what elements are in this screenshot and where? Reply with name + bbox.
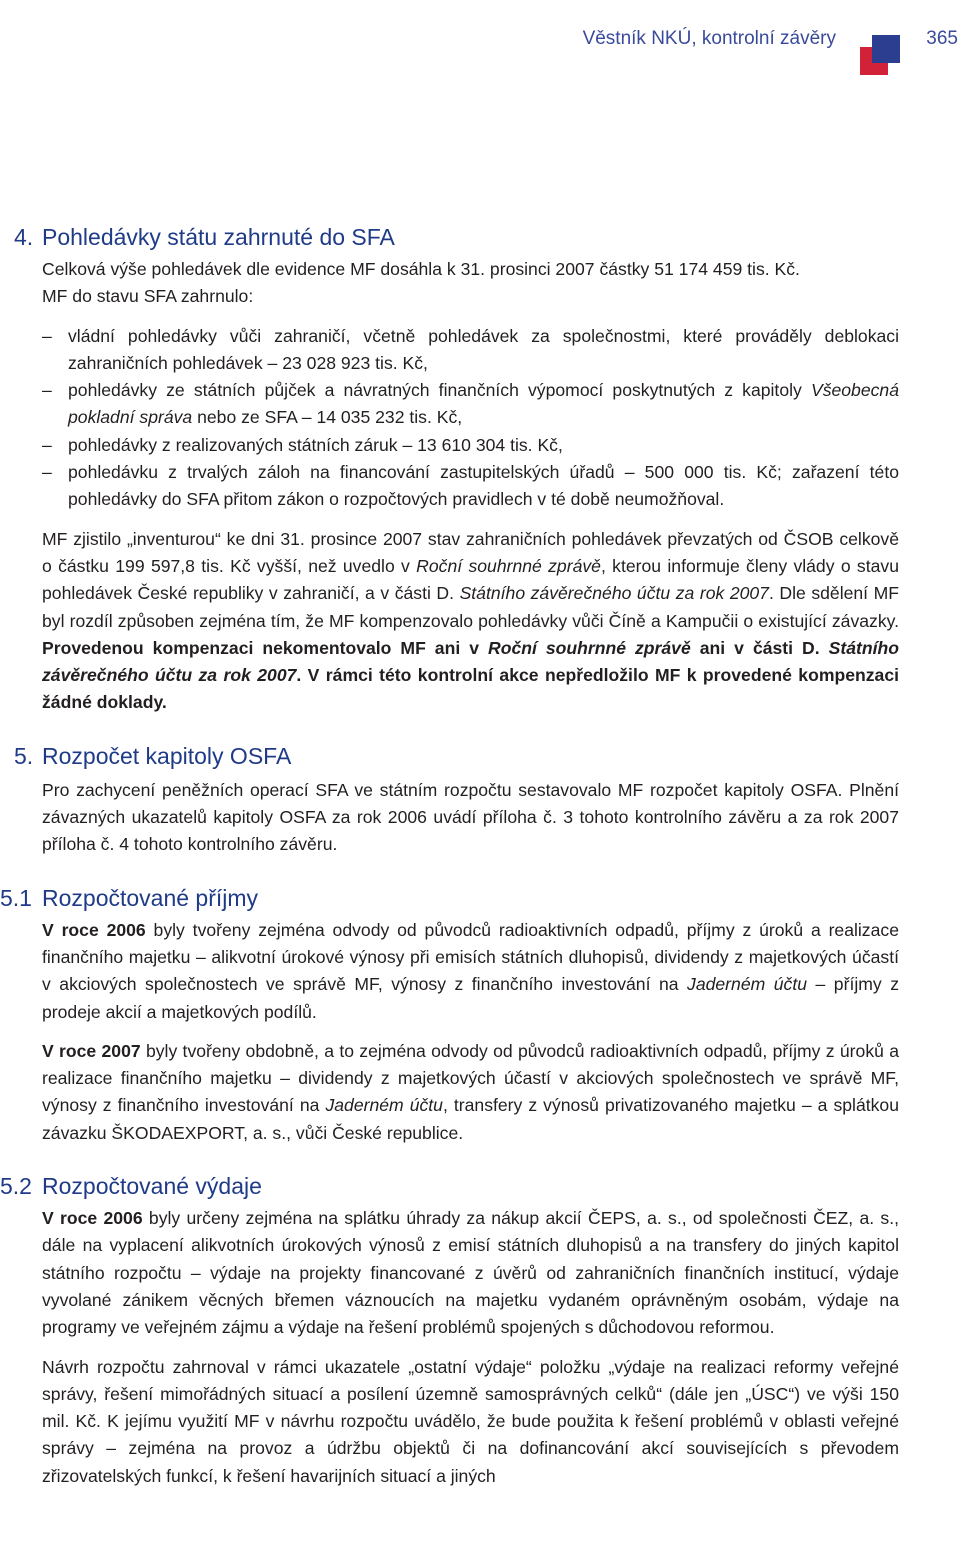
page-header: [0, 28, 960, 58]
list-item: – pohledávky z realizovaných státních záruk – 13 610 304 tis. Kč,: [42, 432, 899, 459]
income-2006-paragraph: V roce 2006 byly tvořeny zejména odvody od původců radioaktivních odpadů, příjmy z úroků a realizace finančního majetku – alikvotní úrokové výnosy při emisích státních dluhopisů, dividendy z majetkových účastí v akciových společnostech ve správě MF, výnosy z finančního investování na Jaderném účtu – příjmy z prodeje akcií a majetkových podílů.: [42, 919, 899, 1022]
list-item: – pohledávku z trvalých záloh na financování zastupitelských úřadů – 500 000 tis. Kč; zařazení této pohledávky do SFA přitom zákon o rozpočtových pravidlech v té době neumožňoval.: [42, 459, 899, 514]
journal-title: Věstník NKÚ, kontrolní závěry: [582, 28, 836, 49]
income-2007-paragraph: V roce 2007 byly tvořeny obdobně, a to zejména odvody od původců radioaktivních odpadů, příjmy z úroků a realizace finančního majetku – dividendy z majetkových účastí v akciových společnostech ve správě MF, výnosy z finančního investování na Jaderném účtu, transfery z výnosů privatizovaného majetku – a splátkou závazku ŠKODAEXPORT, a. s., vůči České republice.: [42, 1040, 899, 1143]
section-4-intro-2: MF do stavu SFA zahrnulo:: [42, 286, 254, 307]
expenses-2006-paragraph: V roce 2006 byly určeny zejména na splátku úhrady za nákup akcií ČEPS, a. s., od společnosti ČEZ, a. s., dále na vyplacení alikvotních úrokových výnosů z emisí státních dluhopisů a na transfery do jiných kapitol státního rozpočtu – výdaje na projekty financované z úvěrů od zahraničních finančních institucí, výdaje vyvolané zánikem věcných břemen váznoucích na majetku vydaném oprávněným osobám, výdaje na programy ve veřejném zájmu a výdaje na řešení problémů spojených s důchodovou reformou.: [42, 1208, 899, 1338]
section-5-paragraph: Pro zachycení peněžních operací SFA ve státním rozpočtu sestavovalo MF rozpočet kapitoly OSFA. Plnění závazných ukazatelů kapitoly OSFA za rok 2006 uvádí příloha č. 3 tohoto kontrolního závěru a za rok 2007 příloha č. 4 tohoto kontrolního závěru.: [42, 779, 899, 855]
section-5-1-heading: 5.1 Rozpočtované příjmy: [0, 884, 259, 911]
budget-proposal-paragraph: Návrh rozpočtu zahrnoval v rámci ukazatele „ostatní výdaje“ položku „výdaje na realizaci reformy veřejné správy, řešení mimořádných situací a posílení územně samosprávných celků“ (dále jen „ÚSC“) ve výši 150 mil. Kč. K jejímu využití MF v návrhu rozpočtu uvádělo, že bude použita k řešení problémů v oblasti veřejné správy – zejména na provoz a údržbu objektů či na dofinancování akcí souvisejících s převodem zřizovatelských funkcí, k řešení havarijních situací a jiných: [42, 1356, 899, 1486]
list-item: – vládní pohledávky vůči zahraničí, včetně pohledávek za společnostmi, které prováděly deblokaci zahraničních pohledávek – 23 028 923 tis. Kč,: [42, 323, 899, 378]
section-4-intro: Celková výše pohledávek dle evidence MF dosáhla k 31. prosinci 2007 částky 51 174 459 tis. Kč.: [42, 259, 800, 279]
page-content: [0, 222, 900, 1490]
section-5-2-heading: 5.2 Rozpočtované výdaje: [0, 1173, 262, 1200]
receivables-list: [42, 323, 899, 514]
page-number: 365: [926, 28, 958, 49]
list-item: – pohledávky ze státních půjček a návratných finančních výpomocí poskytnutých z kapitoly Všeobecná pokladní správa nebo ze SFA – 14 035 232 tis. Kč,: [42, 377, 899, 432]
nku-logo-icon: [860, 35, 900, 75]
inventory-paragraph: MF zjistilo „inventurou“ ke dni 31. prosince 2007 stav zahraničních pohledávek převzatých od ČSOB celkově o částku 199 597,8 tis. Kč vyšší, než uvedlo v Roční souhrnné zprávě, kterou informuje členy vlády o stavu pohledávek České republiky v zahraničí, a v části D. Státního závěrečného účtu za rok 2007. Dle sdělení MF byl rozdíl způsoben zejména tím, že MF kompenzovalo pohledávky vůči Číně a Kampučii o existující závazky. Provedenou kompenzaci nekomentovalo MF ani v Roční souhrnné zprávě ani v části D. Státního závěrečného účtu za rok 2007. V rámci této kontrolní akce nepředložilo MF k provedené kompenzaci žádné doklady.: [42, 528, 900, 713]
section-4-heading: 4. Pohledávky státu zahrnuté do SFA: [14, 224, 395, 250]
section-5-heading: 5. Rozpočet kapitoly OSFA: [14, 742, 292, 769]
